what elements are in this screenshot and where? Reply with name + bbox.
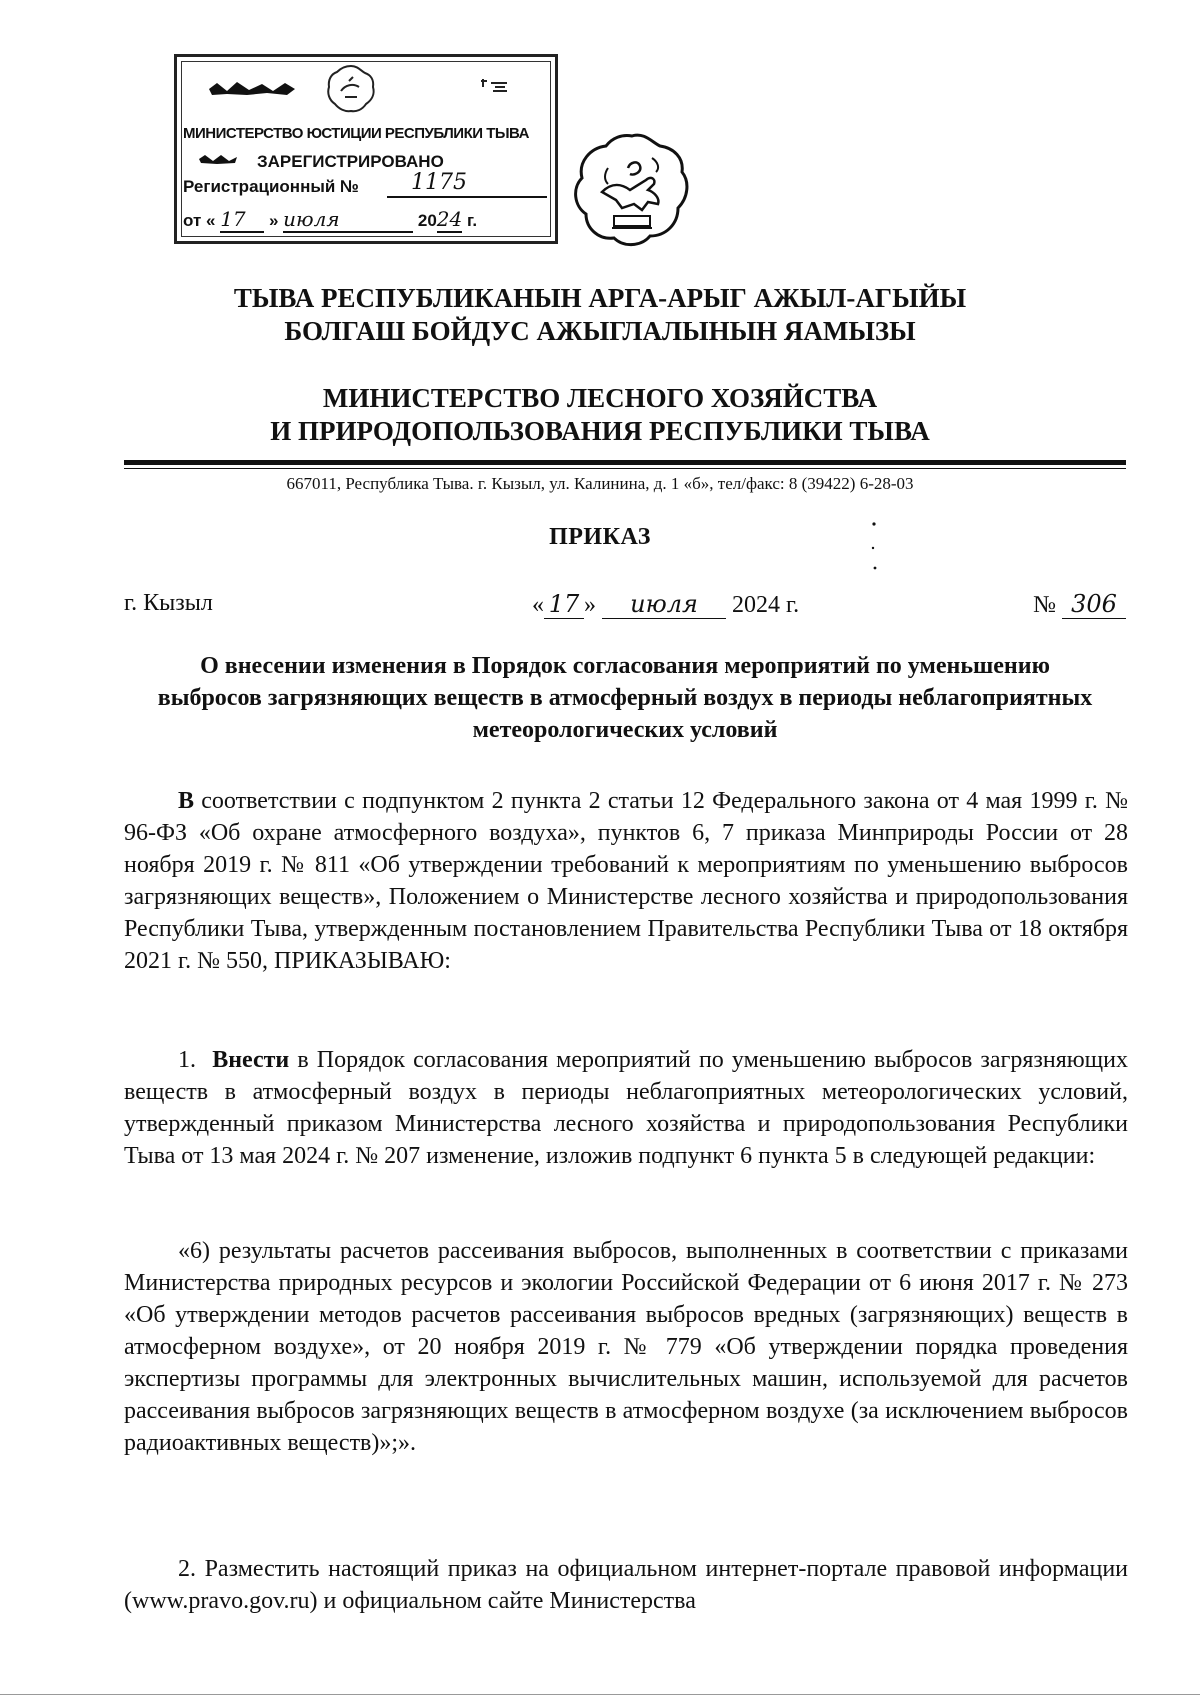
page-edge: [0, 1694, 1200, 1695]
stamp-blot-icon: [207, 79, 297, 97]
scan-specks: [870, 520, 880, 580]
header-tyva: [0, 282, 1200, 348]
stamp-mark-icon: [477, 77, 511, 95]
stamp-ministry: МИНИСТЕРСТВО ЮСТИЦИИ РЕСПУБЛИКИ ТЫВА: [183, 125, 529, 142]
stamp-date-sep: »: [268, 211, 279, 230]
item-1-text: в Порядок согласования мероприятий по уменьшению выбросов загрязняющих веществ в атмосферный воздух в периоды неблагоприятных метеорологических условий, утвержденный приказом Министерства лесного хозяйства и природопользования Республики Тыва от 13 мая 2024 г. № 207 изменение, изложив подпункт 6 пункта 5 в следующей редакции:: [124, 1047, 1129, 1169]
stamp-year-suffix: 24: [436, 207, 463, 231]
stamp-reg-label: Регистрационный №: [183, 177, 359, 196]
stamp-year-prefix: 20: [417, 211, 437, 230]
order-subject: О внесении изменения в Порядок согласования мероприятий по уменьшению выбросов загрязняющих веществ в атмосферный воздух в периоды неблагоприятных метеорологических условий: [157, 653, 1093, 743]
stamp-date-month: июля: [283, 207, 413, 233]
paragraph-intro-bold: В: [178, 788, 195, 814]
address: 667011, Республика Тыва. г. Кызыл, ул. Калинина, д. 1 «б», тел/факс: 8 (39422) 6-28-03: [286, 474, 914, 493]
order-date-day: 17: [544, 590, 584, 619]
paragraph-item-2: 2. Разместить настоящий приказ на официальном интернет-портале правовой информации (www.pravo.gov.ru) и официальном сайте Министерства: [124, 1556, 1128, 1614]
header-divider-thin: [124, 468, 1126, 469]
stamp-reg-number: 1175: [387, 170, 547, 198]
header-ru-line1: МИНИСТЕРСТВО ЛЕСНОГО ХОЗЯЙСТВА: [322, 383, 878, 413]
header-ru-line2: И ПРИРОДОПОЛЬЗОВАНИЯ РЕСПУБЛИКИ ТЫВА: [270, 416, 930, 446]
paragraph-intro-text: соответствии с подпунктом 2 пункта 2 статьи 12 Федерального закона от 4 мая 1999 г. № 96-ФЗ «Об охране атмосферного воздуха», пунктов 6, 7 приказа Минприроды России от 28 ноября 2019 г. № 811 «Об утверждении требований к мероприятиям по уменьшению выбросов загрязняющих веществ», Положением о Министерстве лесного хозяйства и природопользования Республики Тыва, утвержденным постановлением Правительства Республики Тыва от 18 октября 2021 г. № 550, ПРИКАЗЫВАЮ:: [124, 788, 1128, 974]
header-divider: [124, 460, 1126, 465]
paragraph-quote: «6) результаты расчетов рассеивания выбросов, выполненных в соответствии с приказами Министерства природных ресурсов и экологии Российской Федерации от 6 июня 2017 г. № 273 «Об утверждении методов расчетов рассеивания выбросов вредных (загрязняющих) веществ в атмосферном воздухе», от 20 ноября 2019 г. № 779 «Об утверждении порядка проведения экспертизы программы для электронных вычислительных машин, используемой для расчетов рассеивания выбросов загрязняющих веществ в атмосферном воздухе (за исключением выбросов радиоактивных веществ)»;».: [124, 1238, 1128, 1456]
order-title: ПРИКАЗ: [549, 524, 651, 550]
stamp-registered: ЗАРЕГИСТРИРОВАНО: [257, 152, 444, 171]
registration-stamp: [174, 54, 558, 244]
order-date-month: июля: [602, 590, 726, 619]
item-1-number: 1.: [178, 1047, 196, 1073]
small-emblem-icon: [325, 63, 377, 115]
order-date-year: 2024 г.: [732, 592, 800, 618]
stamp-date: [183, 207, 553, 235]
paragraph-item-1: [124, 1044, 1128, 1172]
paragraph-intro: [124, 785, 1128, 977]
header-ru: [0, 382, 1200, 448]
tuva-emblem-icon: [568, 128, 696, 252]
order-number-label: №: [1033, 592, 1056, 618]
order-date-open: «: [532, 592, 544, 618]
item-1-bold: Внести: [212, 1047, 290, 1073]
stamp-date-day: 17: [220, 207, 264, 233]
header-tyva-line2: БОЛГАШ БОЙДУС АЖЫГЛАЛЫНЫН ЯАМЫЗЫ: [284, 316, 916, 346]
header-tyva-line1: ТЫВА РЕСПУБЛИКАНЫН АРГА-АРЫГ АЖЫЛ-АГЫЙЫ: [233, 283, 967, 313]
order-dateline: [124, 590, 1126, 626]
stamp-date-prefix: от «: [183, 211, 216, 230]
order-number: [1033, 590, 1126, 619]
stamp-year-end: г.: [466, 211, 478, 230]
order-date: [532, 590, 799, 619]
order-number-value: 306: [1062, 590, 1126, 619]
order-city: г. Кызыл: [124, 590, 213, 616]
order-date-close: »: [584, 592, 596, 618]
stamp-blot-small-icon: [197, 153, 239, 165]
